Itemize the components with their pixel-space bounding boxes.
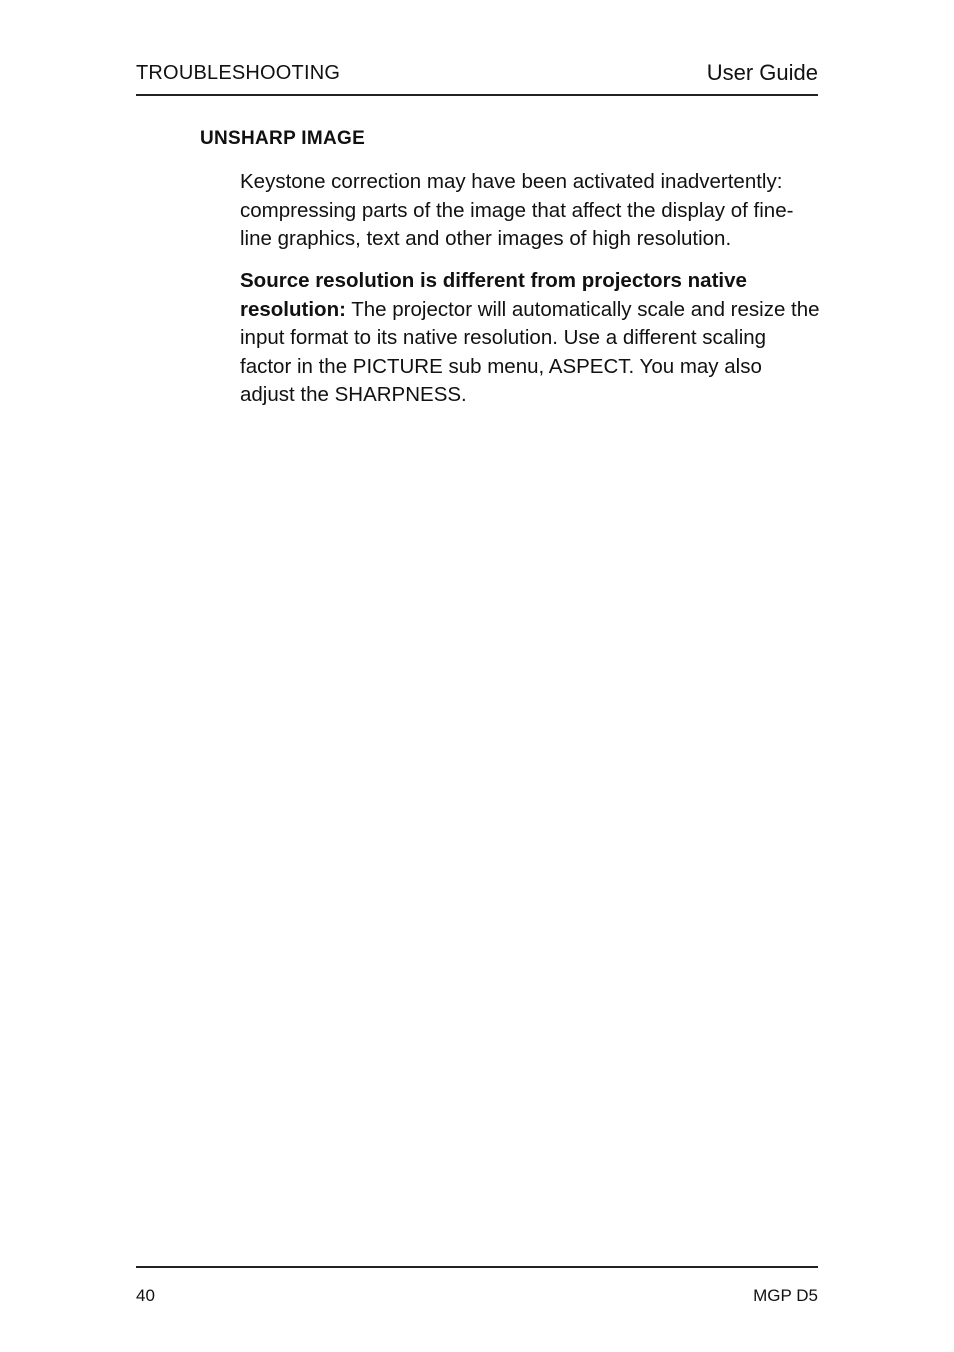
model-name: MGP D5 bbox=[753, 1286, 818, 1305]
paragraph-source-resolution bbox=[240, 267, 820, 410]
paragraph-source-resolution-lead: Source resolution is different from projectors native resolution: bbox=[240, 269, 747, 321]
section-heading: UNSHARP IMAGE bbox=[200, 128, 366, 149]
paragraph-keystone: Keystone correction may have been activated inadvertently: compressing parts of the image that affect the display of fine-line graphics, text and other images of high resolution. bbox=[240, 170, 794, 250]
header-section-title: TROUBLESHOOTING bbox=[136, 62, 341, 84]
header-guide-title: User Guide bbox=[706, 60, 818, 85]
paragraph-source-resolution-text: The projector will automatically scale and resize the input format to its native resolution. Use a different scaling factor in the PICTURE sub menu, ASPECT. You may also adjust the SHARPNESS. bbox=[240, 297, 820, 406]
page-number: 40 bbox=[136, 1286, 155, 1305]
page-footer bbox=[136, 1266, 818, 1318]
page-header bbox=[136, 58, 818, 96]
